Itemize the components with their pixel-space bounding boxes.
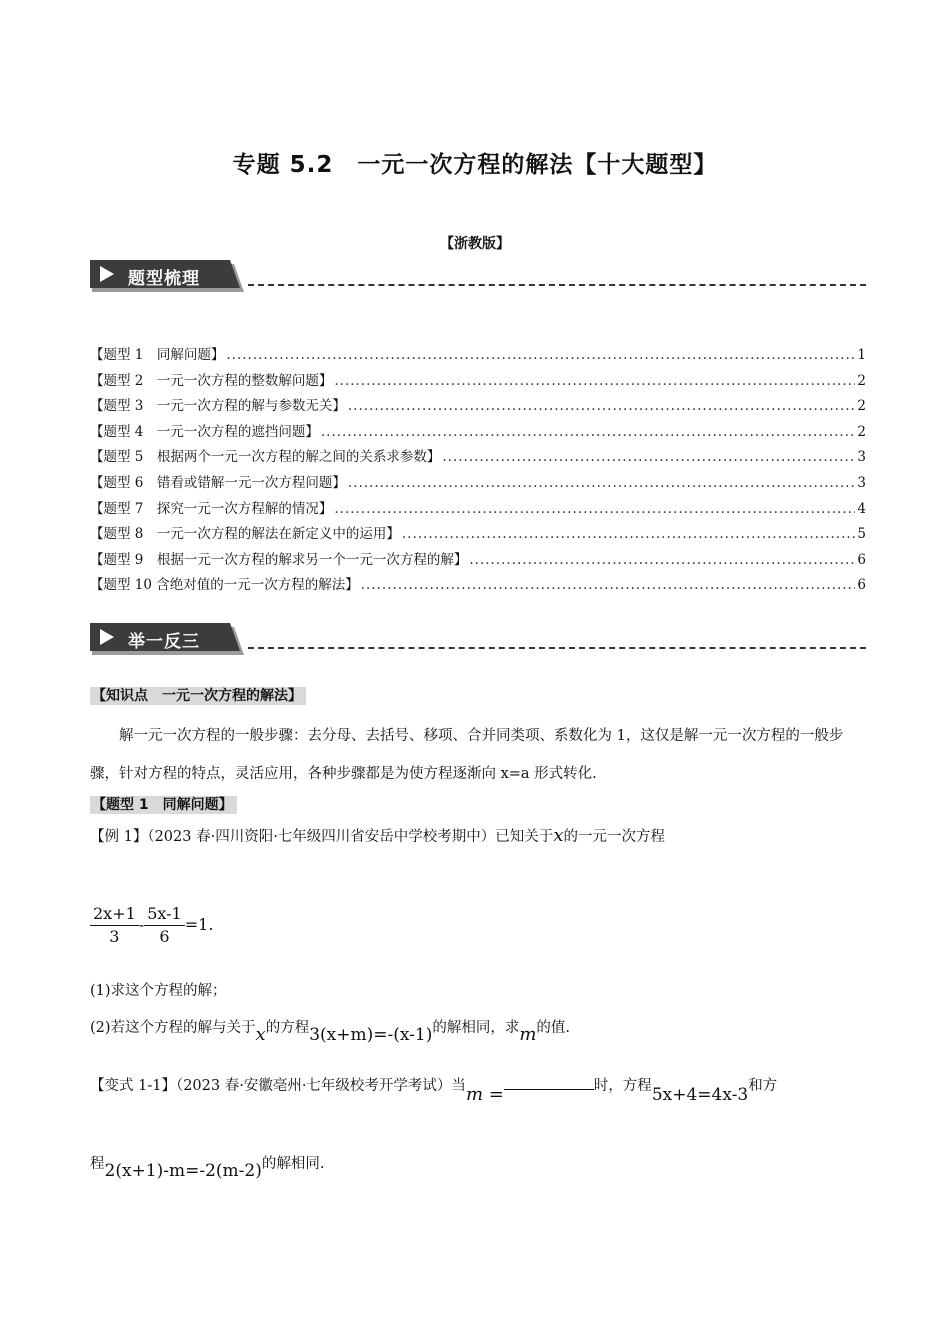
toc-entry-label: 【题型 6 错看或错解一元一次方程问题】 bbox=[90, 474, 346, 491]
toc-leader-dots bbox=[442, 449, 855, 465]
toc-entry-label: 【题型 3 一元一次方程的解与参数无关】 bbox=[90, 398, 346, 415]
q2-part-c: 的解相同，求 bbox=[432, 1020, 520, 1036]
toc-entry[interactable] bbox=[90, 420, 866, 446]
fraction-1 bbox=[90, 903, 139, 948]
toc-leader-dots bbox=[348, 398, 856, 414]
dashed-divider bbox=[248, 284, 866, 286]
fraction-1-numerator: 2x+1 bbox=[90, 903, 139, 926]
toc-leader-dots bbox=[402, 526, 856, 542]
toc-entry[interactable] bbox=[90, 548, 866, 574]
knowledge-heading bbox=[90, 684, 866, 708]
section-banner-outline bbox=[90, 260, 866, 292]
toc-entry-page: 2 bbox=[857, 398, 866, 415]
answer-blank[interactable] bbox=[504, 1075, 594, 1090]
toc-entry-page: 5 bbox=[857, 526, 866, 543]
page-title: 专题 5.2 一元一次方程的解法【十大题型】 bbox=[232, 152, 718, 178]
example1-head: 【例 1】（2023 春·四川资阳·七年级四川省安岳中学校考期中）已知关于 bbox=[90, 829, 554, 845]
var-x: x bbox=[255, 1024, 266, 1045]
example1-q2 bbox=[90, 1016, 866, 1047]
rhs: =1 bbox=[184, 915, 209, 934]
toc-entry[interactable] bbox=[90, 445, 866, 471]
toc-entry-label: 【题型 1 同解问题】 bbox=[90, 347, 225, 363]
toc-entry-page: 4 bbox=[857, 500, 866, 517]
toc-entry-page: 3 bbox=[857, 474, 866, 491]
q2-part-a: (2)若这个方程的解与关于 bbox=[90, 1020, 256, 1036]
toc-entry-page: 3 bbox=[857, 449, 866, 466]
example1-tail: 的一元一次方程 bbox=[563, 829, 665, 845]
toc-entry[interactable] bbox=[90, 343, 866, 369]
toc-leader-dots bbox=[469, 552, 855, 568]
var-x: x bbox=[553, 825, 564, 846]
toc-entry-page: 6 bbox=[857, 551, 866, 568]
fraction-2-denominator: 6 bbox=[159, 927, 170, 946]
type1-heading bbox=[90, 793, 866, 817]
toc-entry-label: 【题型 10 含绝对值的一元一次方程的解法】 bbox=[90, 577, 359, 594]
type1-tag: 【题型 1 同解问题】 bbox=[90, 796, 237, 814]
toc-entry-label: 【题型 8 一元一次方程的解法在新定义中的运用】 bbox=[90, 526, 400, 543]
toc-leader-dots bbox=[348, 475, 856, 491]
variant1-equation-2: 2(x+1)-m=-2(m-2) bbox=[104, 1161, 262, 1181]
variant1-head: 【变式 1-1】（2023 春·安徽亳州·七年级校考开学考试）当 bbox=[90, 1078, 466, 1094]
toc-entry[interactable] bbox=[90, 394, 866, 420]
toc-entry[interactable] bbox=[90, 471, 866, 497]
q2-part-d: 的值. bbox=[536, 1020, 571, 1036]
example1-stem bbox=[90, 824, 866, 849]
q2-equation: 3(x+m)=-(x-1) bbox=[309, 1025, 433, 1045]
toc-entry-page: 2 bbox=[857, 423, 866, 440]
toc-leader-dots bbox=[334, 373, 855, 389]
toc-entry[interactable] bbox=[90, 573, 866, 599]
banner-tab bbox=[90, 260, 244, 290]
toc-leader-dots bbox=[334, 501, 855, 517]
variant1-line2 bbox=[90, 1152, 866, 1183]
fraction-1-denominator: 3 bbox=[109, 927, 120, 946]
section-banner-practice bbox=[90, 623, 866, 655]
edition-label: 【浙教版】 bbox=[440, 236, 510, 252]
knowledge-text: 解一元一次方程的一般步骤：去分母、去括号、移项、合并同类项、系数化为 1，这仅是解一元一次方程的一般步骤，针对方程的特点，灵活应用，各种步骤都是为使方程逐渐向 x=a 形式转化. bbox=[90, 728, 844, 782]
dashed-divider bbox=[248, 647, 866, 649]
toc-entry[interactable] bbox=[90, 522, 866, 548]
q2-part-b: 的方程 bbox=[265, 1020, 310, 1036]
toc-leader-dots bbox=[361, 577, 856, 593]
variant1-line2-a: 程 bbox=[90, 1156, 105, 1172]
fraction-2 bbox=[144, 903, 185, 948]
section-title-outline: 题型梳理 bbox=[128, 269, 200, 289]
toc-entry-label: 【题型 7 探究一元一次方程解的情况】 bbox=[90, 500, 333, 517]
toc-entry[interactable] bbox=[90, 369, 866, 395]
toc-entry-page: 2 bbox=[857, 372, 866, 389]
example1-equation: $\frac{2x+1}{3}$ - $\frac{5x-1}{6}$ =1. bbox=[90, 903, 866, 948]
toc-entry-label: 【题型 9 根据一元一次方程的解求另一个一元一次方程的解】 bbox=[90, 551, 468, 568]
toc-leader-dots bbox=[321, 424, 856, 440]
variant1-line1 bbox=[90, 1074, 866, 1107]
var-m: m bbox=[519, 1024, 537, 1045]
toc-entry-label: 【题型 4 一元一次方程的遮挡问题】 bbox=[90, 423, 319, 440]
knowledge-tag: 【知识点 一元一次方程的解法】 bbox=[90, 687, 306, 705]
minus-sign: - bbox=[138, 915, 145, 934]
fraction-2-numerator: 5x-1 bbox=[144, 903, 185, 926]
variant1-tail: 和方 bbox=[748, 1078, 778, 1094]
table-of-contents bbox=[90, 343, 866, 599]
example1-q1: (1)求这个方程的解； bbox=[90, 983, 227, 999]
toc-entry[interactable] bbox=[90, 497, 866, 523]
variant1-line2-b: 的解相同. bbox=[261, 1156, 325, 1172]
variant1-mid: 时，方程 bbox=[593, 1078, 652, 1094]
toc-entry-label: 【题型 5 根据两个一元一次方程的解之间的关系求参数】 bbox=[90, 449, 441, 466]
banner-tab bbox=[90, 623, 244, 653]
m-equals: m = bbox=[465, 1084, 504, 1105]
section-title-practice: 举一反三 bbox=[128, 632, 200, 652]
toc-entry-label: 【题型 2 一元一次方程的整数解问题】 bbox=[90, 372, 333, 389]
toc-entry-page: 1 bbox=[857, 347, 866, 363]
variant1-equation-1: 5x+4=4x-3 bbox=[651, 1085, 749, 1105]
toc-leader-dots bbox=[226, 347, 855, 363]
toc-entry-page: 6 bbox=[857, 577, 866, 594]
